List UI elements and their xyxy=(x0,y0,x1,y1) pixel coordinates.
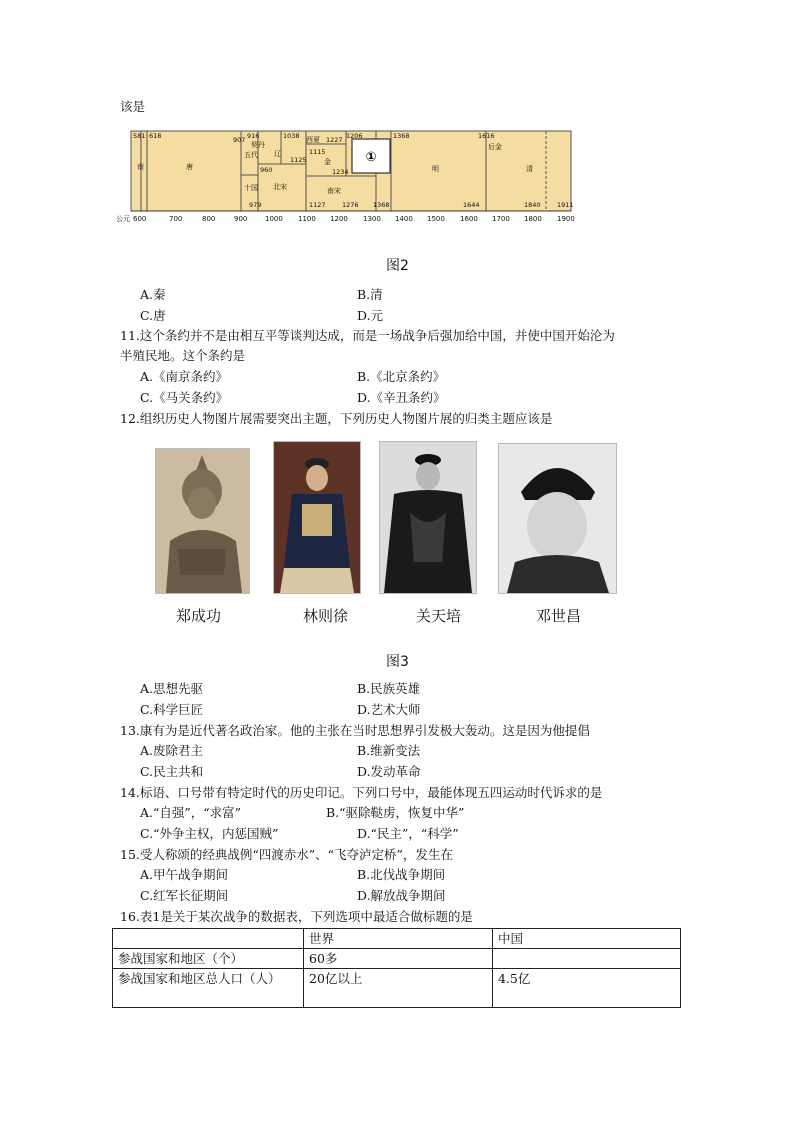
tl-top-label: 907 xyxy=(233,136,246,144)
tl-top-label: 1115 xyxy=(309,148,326,156)
q11-option-c: C.《马关条约》 xyxy=(140,390,229,405)
q15-option-c: C.红军长征期间 xyxy=(140,888,229,903)
tl-top-label: 581 xyxy=(133,132,146,140)
tl-number: 1840 xyxy=(524,201,541,209)
portrait-name: 邓世昌 xyxy=(536,607,582,625)
tl-number: 1644 xyxy=(463,201,480,209)
tl-dynasty: 清 xyxy=(526,165,533,173)
tl-dynasty: 南 xyxy=(137,163,144,171)
timeline-marker: ① xyxy=(365,150,377,165)
tl-top-label: 1206 xyxy=(346,132,363,140)
q14-option-d: D.“民主”，“科学” xyxy=(357,826,459,841)
tl-dynasty: 金 xyxy=(324,158,331,166)
tl-axis-tick: 1100 xyxy=(298,215,316,223)
q16-stem: 16.表1是关于某次战争的数据表，下列选项中最适合做标题的是 xyxy=(120,909,473,924)
q12-option-a: A.思想先驱 xyxy=(140,681,204,696)
tl-axis-tick: 1300 xyxy=(363,215,381,223)
q11-option-b: B.《北京条约》 xyxy=(357,369,446,384)
tl-dynasty: 明 xyxy=(432,165,439,173)
tl-axis-tick: 1200 xyxy=(330,215,348,223)
tl-top-label: 1616 xyxy=(478,132,495,140)
tl-number: 1368 xyxy=(373,201,390,209)
tl-axis-tick: 1500 xyxy=(427,215,445,223)
q14-stem: 14.标语、口号带有特定时代的历史印记。下列口号中，最能体现五四运动时代诉求的是 xyxy=(120,785,603,800)
tl-axis-prefix: 公元 xyxy=(116,215,130,223)
q13-stem: 13.康有为是近代著名政治家。他的主张在当时思想界引发极大轰动。这是因为他提倡 xyxy=(120,723,590,738)
portrait-lin-zexu-image xyxy=(273,441,361,594)
q15-option-a: A.甲午战争期间 xyxy=(140,867,229,882)
figure-2-caption: 图2 xyxy=(386,258,409,274)
portrait-name: 关天培 xyxy=(416,607,462,625)
tl-dynasty: 南宋 xyxy=(327,187,341,195)
tl-dynasty: 契丹 xyxy=(251,141,265,149)
tl-axis-tick: 1700 xyxy=(492,215,510,223)
tl-axis-tick: 1400 xyxy=(395,215,413,223)
war-data-table xyxy=(112,928,681,1008)
q12-stem: 12.组织历史人物图片展需要突出主题，下列历史人物图片展的归类主题应该是 xyxy=(120,411,553,426)
q14-option-c: C.“外争主权，内惩国贼” xyxy=(140,826,279,841)
figure-3-caption: 图3 xyxy=(386,654,409,670)
tl-top-label: 1227 xyxy=(326,136,343,144)
table-cell xyxy=(113,929,304,949)
q12-option-d: D.艺术大师 xyxy=(357,702,421,717)
tl-number: 1125 xyxy=(290,156,307,164)
portrait-deng-shichang-image xyxy=(498,443,617,594)
tl-number: 1911 xyxy=(557,201,574,209)
tl-axis-tick: 800 xyxy=(202,215,216,223)
tl-number: 1276 xyxy=(342,201,359,209)
q11-stem-line1: 11.这个条约并不是由相互平等谈判达成，而是一场战争后强加给中国，并使中国开始沦为 xyxy=(120,328,615,343)
table-cell xyxy=(493,949,681,969)
tl-number: 979 xyxy=(249,201,262,209)
tl-axis-tick: 1600 xyxy=(460,215,478,223)
q10-option-c: C.唐 xyxy=(140,308,166,323)
tl-dynasty: 辽 xyxy=(274,150,281,158)
tl-top-label: 1038 xyxy=(283,132,300,140)
q12-option-c: C.科学巨匠 xyxy=(140,702,204,717)
q15-option-b: B.北伐战争期间 xyxy=(357,867,446,882)
tl-dynasty: 唐 xyxy=(186,163,193,171)
portrait-name: 郑成功 xyxy=(176,607,222,625)
q13-option-d: D.发动革命 xyxy=(357,764,421,779)
q15-option-d: D.解放战争期间 xyxy=(357,888,446,903)
q10-option-b: B.清 xyxy=(357,287,383,302)
tl-axis-tick: 900 xyxy=(234,215,248,223)
tl-dynasty: 北宋 xyxy=(273,183,287,191)
table-cell: 参战国家和地区（个） xyxy=(113,949,304,969)
tl-axis-tick: 1900 xyxy=(557,215,575,223)
q14-option-a: A.“自强”，“求富” xyxy=(140,805,242,820)
q10-stem-tail: 该是 xyxy=(120,99,146,114)
table-cell: 参战国家和地区总人口（人） xyxy=(113,969,304,1008)
tl-dynasty: 后金 xyxy=(488,143,502,151)
q11-option-a: A.《南京条约》 xyxy=(140,369,229,384)
portrait-statue-image xyxy=(155,448,250,594)
q14-option-b: B.“驱除鞑虏，恢复中华” xyxy=(326,805,465,820)
tl-number: 1127 xyxy=(309,201,326,209)
tl-number: 960 xyxy=(260,166,273,174)
tl-axis-tick: 600 xyxy=(133,215,147,223)
q13-option-b: B.维新变法 xyxy=(357,743,421,758)
table-row xyxy=(113,969,681,1008)
table-cell: 20亿以上 xyxy=(304,969,493,1008)
tl-top-label: 618 xyxy=(149,132,162,140)
tl-dynasty: 十国 xyxy=(244,184,258,192)
table-cell: 60多 xyxy=(304,949,493,969)
table-header-row xyxy=(113,929,681,949)
tl-top-label: 1368 xyxy=(393,132,410,140)
q15-stem: 15.受人称颂的经典战例“四渡赤水”、“飞夺泸定桥”，发生在 xyxy=(120,847,453,862)
tl-axis-tick: 1000 xyxy=(265,215,283,223)
table-row xyxy=(113,949,681,969)
table-cell: 4.5亿 xyxy=(493,969,681,1008)
tl-dynasty: 五代 xyxy=(244,151,258,159)
portrait-guan-tianpei-image xyxy=(379,441,477,594)
tl-axis-tick: 1800 xyxy=(524,215,542,223)
q11-stem-line2: 半殖民地。这个条约是 xyxy=(120,348,246,363)
tl-top-label: 916 xyxy=(247,132,260,140)
q11-option-d: D.《辛丑条约》 xyxy=(357,390,446,405)
tl-axis-tick: 700 xyxy=(169,215,183,223)
q10-option-a: A.秦 xyxy=(140,287,166,302)
table-cell: 中国 xyxy=(493,929,681,949)
portrait-name: 林则徐 xyxy=(303,607,349,625)
q13-option-c: C.民主共和 xyxy=(140,764,204,779)
tl-dynasty: 西夏 xyxy=(306,136,320,144)
table-cell: 世界 xyxy=(304,929,493,949)
q13-option-a: A.废除君主 xyxy=(140,743,204,758)
q10-option-d: D.元 xyxy=(357,308,384,323)
tl-number: 1234 xyxy=(332,168,349,176)
q12-option-b: B.民族英雄 xyxy=(357,681,421,696)
dynasty-timeline xyxy=(116,127,582,227)
